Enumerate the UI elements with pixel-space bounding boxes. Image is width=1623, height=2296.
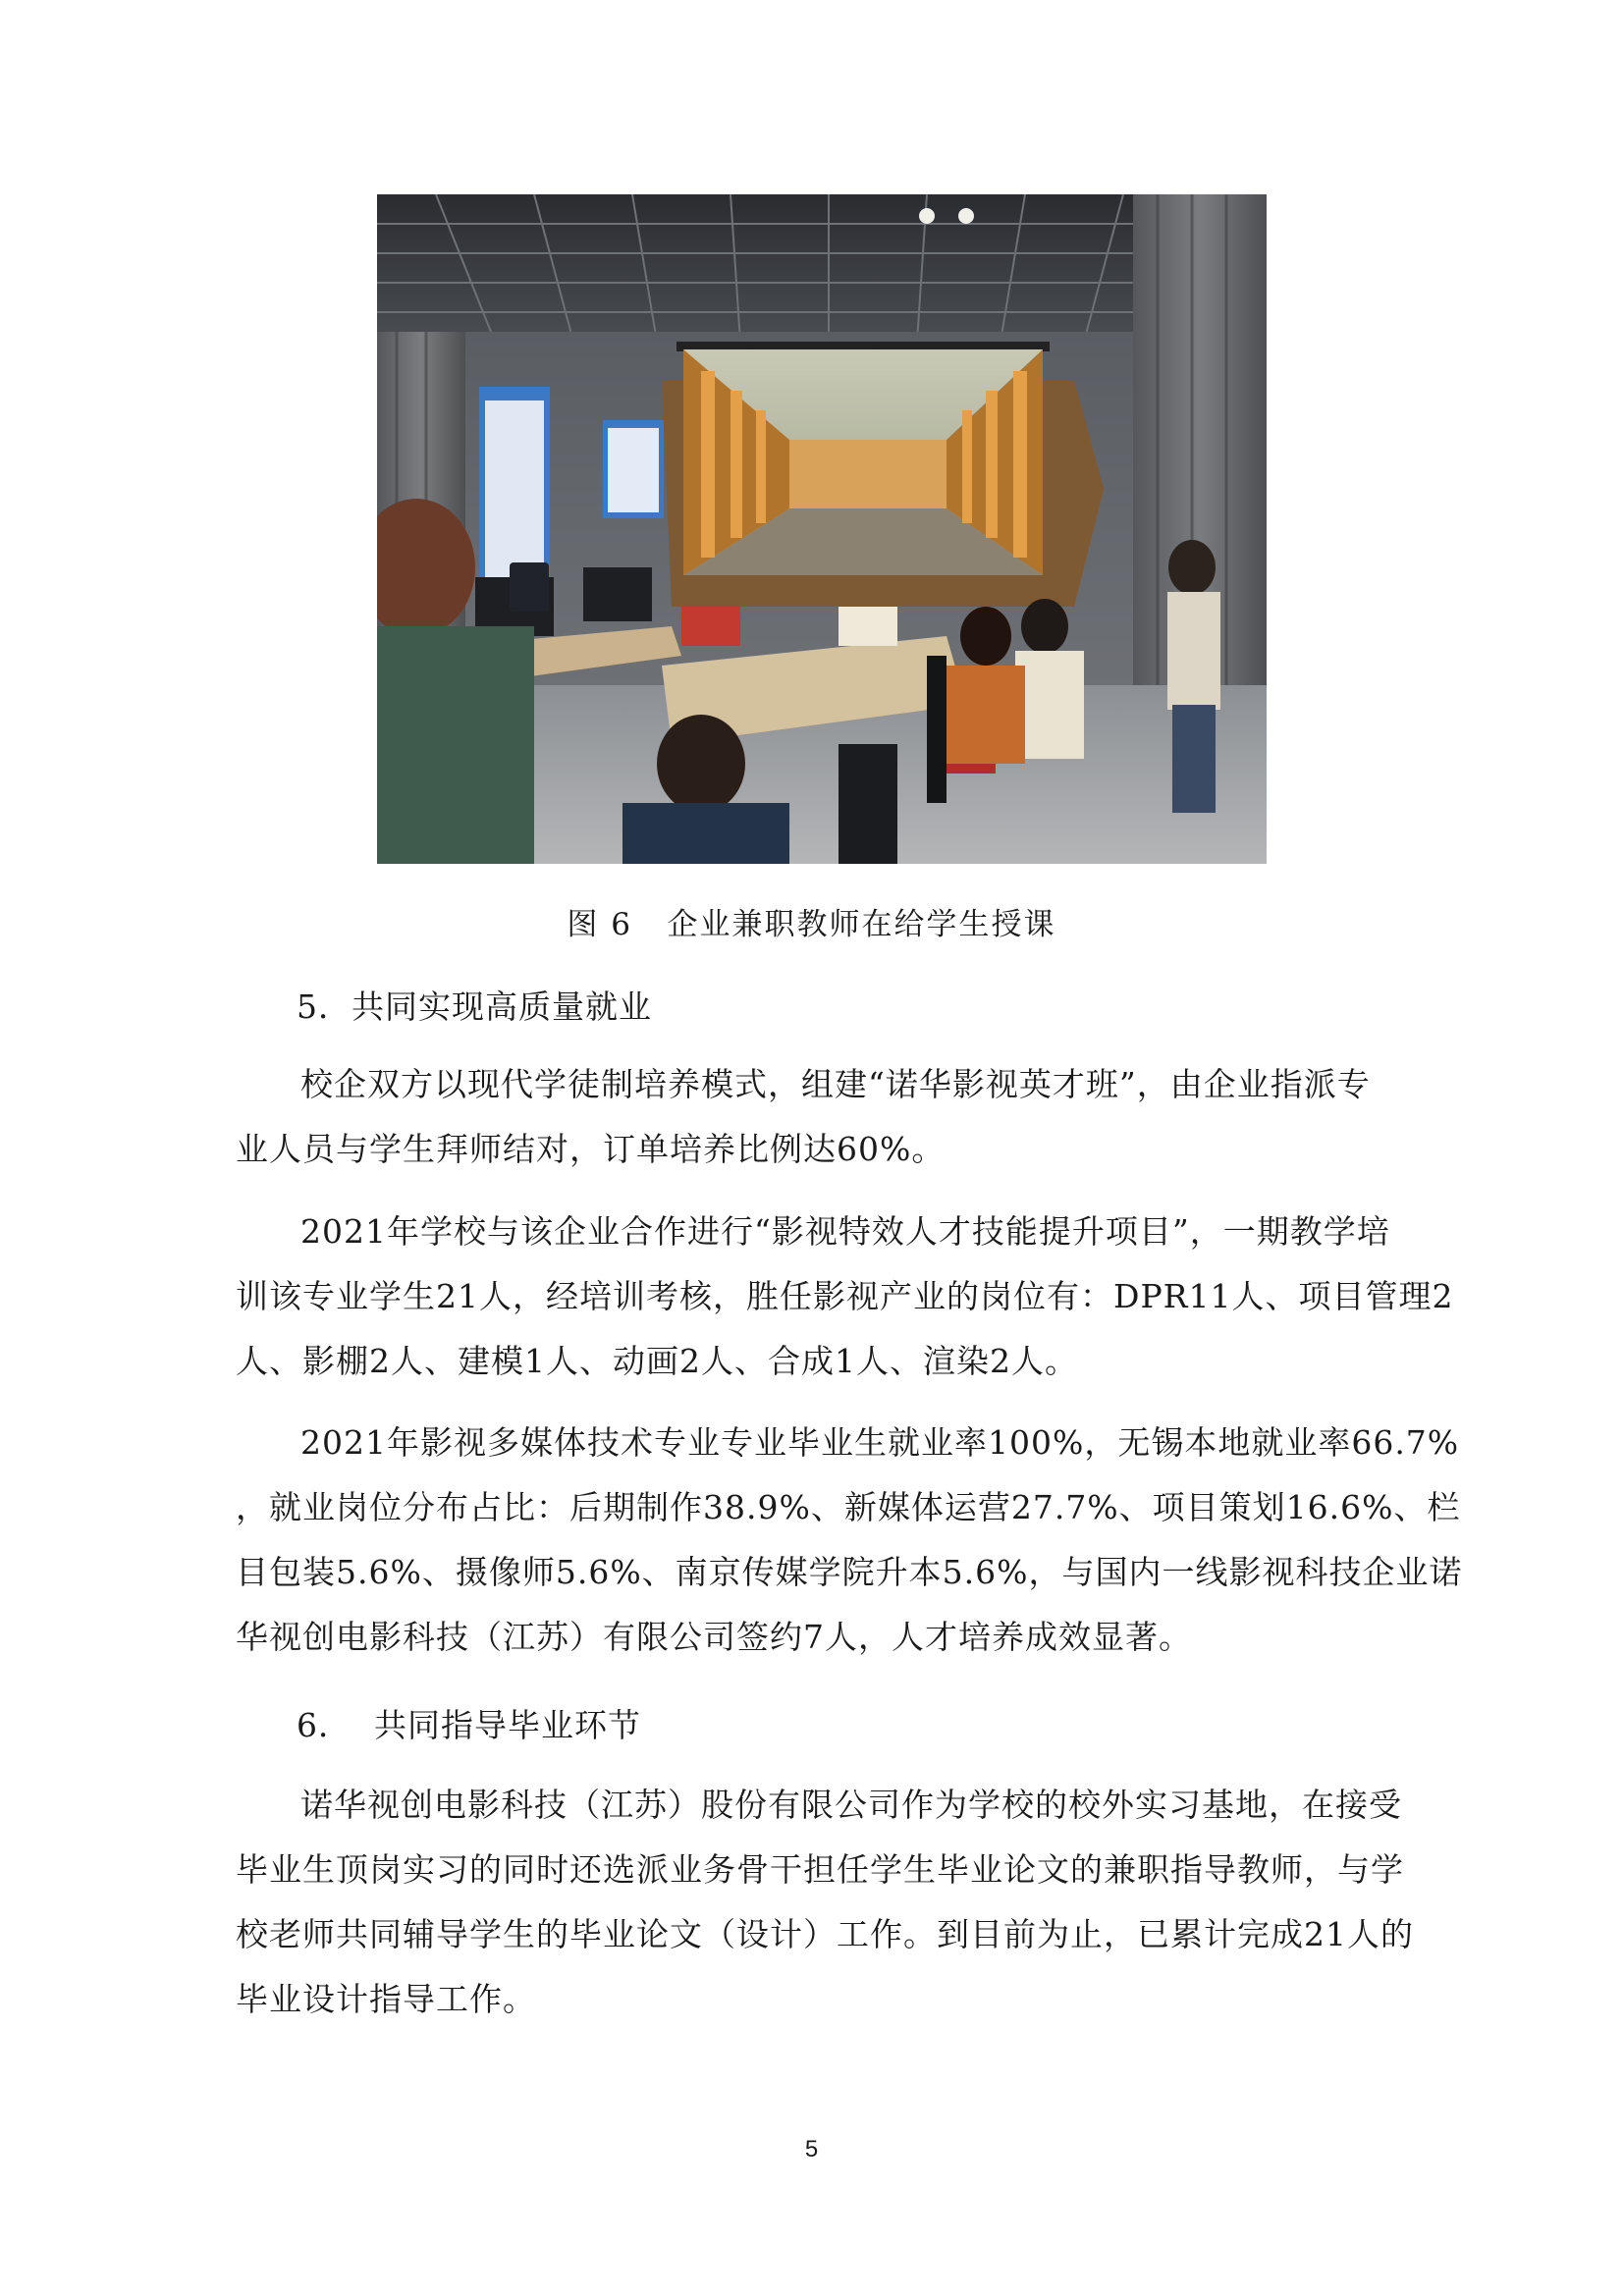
section-heading-6: 6． 共同指导毕业环节 (297, 1706, 641, 1744)
paragraph-line: 毕业设计指导工作。 (236, 1980, 536, 2018)
section-heading-5: 5．共同实现高质量就业 (297, 988, 652, 1026)
paragraph-line: ，就业岗位分布占比：后期制作38.9%、新媒体运营27.7%、项目策划16.6%、栏 (236, 1488, 1461, 1526)
paragraph (236, 1773, 1414, 2032)
paragraph-line: 诺华视创电影科技（江苏）股份有限公司作为学校的校外实习基地，在接受 (300, 1786, 1402, 1824)
paragraph (236, 1411, 1463, 1670)
paragraph-line: 毕业生顶岗实习的同时还选派业务骨干担任学生毕业论文的兼职指导教师，与学 (236, 1850, 1404, 1889)
paragraph-line: 业人员与学生拜师结对，订单培养比例达60%。 (236, 1130, 946, 1168)
classroom-photo (377, 194, 1267, 864)
paragraph (236, 1200, 1454, 1394)
paragraph-line: 校企双方以现代学徒制培养模式，组建“诺华影视英才班”，由企业指派专 (300, 1065, 1371, 1103)
paragraph-line: 华视创电影科技（江苏）有限公司签约7人，人才培养成效显著。 (236, 1618, 1192, 1656)
paragraph-line: 人、影棚2人、建模1人、动画2人、合成1人、渲染2人。 (236, 1342, 1078, 1380)
paragraph-line: 训该专业学生21人，经培训考核，胜任影视产业的岗位有：DPR11人、项目管理2 (236, 1277, 1454, 1315)
figure-caption: 图 6 企业兼职教师在给学生授课 (567, 907, 1056, 942)
paragraph-line: 校老师共同辅导学生的毕业论文（设计）工作。到目前为止，已累计完成21人的 (236, 1915, 1414, 1953)
paragraph-line: 2021年影视多媒体技术专业专业毕业生就业率100%，无锡本地就业率66.7% (300, 1423, 1460, 1462)
page-number: 5 (804, 2136, 819, 2163)
classroom-photo-drawing (377, 194, 1267, 864)
paragraph (236, 1052, 1404, 1182)
paragraph-line: 2021年学校与该企业合作进行“影视特效人才技能提升项目”，一期教学培 (300, 1212, 1390, 1251)
paragraph-line: 目包装5.6%、摄像师5.6%、南京传媒学院升本5.6%，与国内一线影视科技企业诺 (236, 1553, 1463, 1591)
